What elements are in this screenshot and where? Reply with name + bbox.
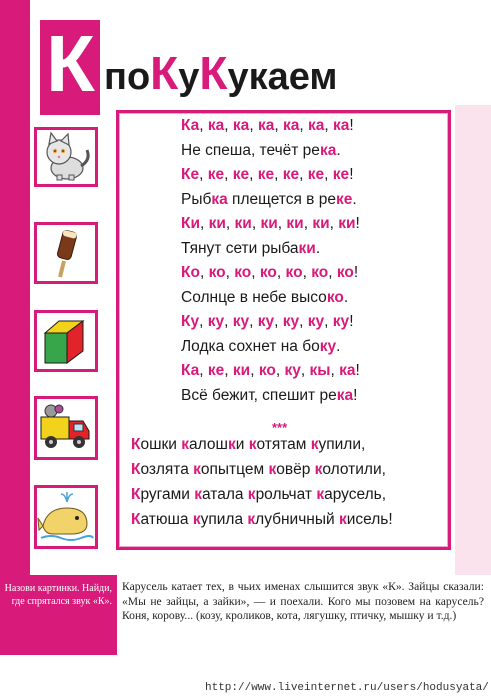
poem-line (181, 212, 360, 237)
highlighted-syllable: ка (282, 117, 300, 134)
highlighted-syllable: ка (339, 362, 356, 379)
highlighted-syllable: ко (234, 264, 252, 281)
poem-line (181, 163, 360, 188)
cat-icon (37, 130, 95, 184)
highlighted-syllable: ке (232, 166, 250, 183)
poem-text: плещется в ре (227, 190, 336, 208)
highlighted-syllable: ки (260, 215, 278, 232)
poem-text: , (324, 166, 333, 183)
poem-text: озлята (140, 461, 194, 478)
poem-line (181, 310, 360, 335)
highlighted-syllable: ку (284, 362, 301, 379)
poem-text: , (275, 362, 285, 379)
poem-text: . (336, 337, 341, 355)
highlighted-syllable: ко (259, 264, 277, 281)
truck-icon (37, 399, 95, 457)
whale-picture (34, 485, 98, 549)
poem-text: ! (353, 386, 358, 404)
poem-text: упила (200, 511, 248, 528)
highlighted-syllable: ко (326, 288, 344, 306)
big-letter: К (46, 19, 95, 108)
poem-text: ! (349, 117, 354, 134)
title-part: по (104, 56, 151, 98)
big-letter-badge (40, 20, 100, 115)
poem-text: , (199, 313, 208, 330)
poem-text: ругами (140, 486, 195, 503)
highlighted-syllable: ку (307, 313, 325, 330)
stanza-separator: *** (272, 420, 288, 435)
poem-text: . (315, 239, 321, 257)
highlighted-syllable: ко (336, 264, 354, 281)
page-title (104, 47, 338, 99)
poem-line (131, 457, 393, 482)
highlighted-syllable: к (310, 436, 319, 453)
poem-line (181, 384, 360, 409)
highlighted-syllable: к (227, 436, 236, 453)
poem-text: , (224, 313, 233, 330)
highlighted-syllable: ку (282, 313, 300, 330)
highlighted-syllable: ка (319, 141, 337, 159)
poem-text: ошки (140, 436, 182, 453)
highlighted-syllable: ка (211, 190, 228, 208)
highlighted-syllable: ку (332, 313, 350, 330)
poem-text: , (300, 362, 310, 379)
poem-line (181, 237, 360, 262)
highlighted-syllable: ку (232, 313, 250, 330)
poem-line (181, 114, 360, 139)
poem-stanza (181, 114, 360, 408)
title-highlight: К (150, 47, 179, 99)
highlighted-syllable: ке (307, 166, 325, 183)
highlighted-syllable: к (316, 486, 325, 503)
poem-text: , (250, 362, 259, 379)
poem-text: , (274, 313, 283, 330)
highlighted-syllable: ко (311, 264, 329, 281)
poem-text: исель! (346, 511, 393, 528)
poem-text: , (302, 264, 312, 281)
highlighted-syllable: ки (338, 215, 356, 232)
left-pink-band (0, 0, 30, 575)
poem-text: , (249, 166, 258, 183)
poem-text: , (324, 313, 333, 330)
poem-text: отятам (256, 436, 311, 453)
poem-line (181, 335, 360, 360)
highlighted-syllable: ки (298, 239, 316, 257)
highlighted-syllable: ка (332, 117, 350, 134)
ice-cream-icon (37, 225, 95, 281)
highlighted-syllable: Ки (181, 215, 200, 232)
poem-text: ! (349, 313, 354, 330)
poem-text: , (224, 362, 233, 379)
highlighted-syllable: к (268, 461, 277, 478)
highlighted-syllable: ки (286, 215, 304, 232)
poem-text: опытцем (200, 461, 269, 478)
cat-picture (34, 127, 98, 187)
poem-line (131, 507, 393, 532)
highlighted-syllable: К (131, 436, 141, 453)
highlighted-syllable: к (338, 511, 347, 528)
highlighted-syllable: ка (232, 117, 250, 134)
poem-text: , (249, 313, 258, 330)
highlighted-syllable: Ка (181, 362, 200, 379)
highlighted-syllable: ке (207, 362, 225, 379)
highlighted-syllable: ко (208, 264, 226, 281)
poem-text: , (199, 264, 209, 281)
highlighted-syllable: ку (319, 337, 337, 355)
poem-text: , (200, 215, 209, 232)
poem-text: , (299, 313, 308, 330)
highlighted-syllable: ки (312, 215, 330, 232)
highlighted-syllable: ку (257, 313, 275, 330)
poem-text: ! (355, 215, 360, 232)
poem-text: атюша (140, 511, 193, 528)
poem-text: Всё бежит, спешит ре (181, 386, 337, 404)
poem-text: . (352, 190, 357, 208)
poem-text: лубничный (255, 511, 339, 528)
highlighted-syllable: к (247, 486, 256, 503)
highlighted-syllable: ки (208, 215, 226, 232)
poem-text: овёр (276, 461, 315, 478)
highlighted-syllable: К (131, 511, 141, 528)
poem-text: , (251, 215, 261, 232)
poem-line (181, 139, 360, 164)
poem-text: , (328, 264, 337, 281)
poem-text: , (199, 362, 208, 379)
truck-picture (34, 396, 98, 460)
highlighted-syllable: ки (234, 215, 252, 232)
highlighted-syllable: К (131, 461, 141, 478)
poem-line (181, 188, 360, 213)
poem-text: арусель, (324, 486, 387, 503)
poem-text: рольчат (255, 486, 317, 503)
poem-line (181, 286, 360, 311)
highlighted-syllable: ке (332, 166, 350, 183)
poem-text: Лодка сохнет на бо (181, 337, 320, 355)
highlighted-syllable: ка (307, 117, 325, 134)
poem-text: олотили, (322, 461, 386, 478)
poem-stanza-second (131, 432, 393, 532)
poem-text: ! (355, 362, 360, 379)
poem-text: , (199, 166, 208, 183)
highlighted-syllable: ку (207, 313, 225, 330)
highlighted-syllable: ка (336, 386, 354, 404)
highlighted-syllable: ке (257, 166, 275, 183)
poem-text: Тянут сети рыба (181, 239, 299, 257)
poem-text: . (336, 141, 341, 159)
watermark-url: http://www.liveinternet.ru/users/hodusyata/ (205, 682, 489, 694)
cube-icon (37, 313, 95, 369)
poem-text: Солнце в небе высо (181, 288, 327, 306)
poem-text: , (330, 362, 340, 379)
cube-picture (34, 310, 98, 372)
poem-text: , (274, 117, 283, 134)
poem-text: , (224, 166, 233, 183)
right-decor-strip (455, 105, 491, 575)
highlighted-syllable: Ке (181, 166, 200, 183)
highlighted-syllable: к (181, 436, 190, 453)
poem-text: , (299, 117, 308, 134)
poem-line (181, 359, 360, 384)
poem-text: , (276, 264, 286, 281)
poem-line (181, 261, 360, 286)
highlighted-syllable: ка (257, 117, 275, 134)
poem-text: , (224, 117, 233, 134)
highlighted-syllable: ке (335, 190, 353, 208)
poem-text: , (225, 215, 235, 232)
poem-text: ! (353, 264, 359, 281)
highlighted-syllable: к (194, 486, 202, 503)
highlighted-syllable: Ку (181, 313, 200, 330)
title-part: у (178, 56, 200, 98)
poem-text: , (277, 215, 287, 232)
title-part: укаем (227, 56, 338, 98)
hint-text: Назови картинки. Найди, где спрятался звук «К». (4, 583, 112, 607)
poem-text: ! (349, 166, 354, 183)
poem-text: упили, (318, 436, 366, 453)
highlighted-syllable: к (247, 511, 256, 528)
whale-icon (37, 488, 95, 546)
poem-text: , (251, 264, 260, 281)
highlighted-syllable: ке (207, 166, 225, 183)
highlighted-syllable: к (192, 511, 201, 528)
poem-text: , (274, 166, 283, 183)
poem-line (131, 432, 393, 457)
highlighted-syllable: ко (285, 264, 303, 281)
highlighted-syllable: ко (258, 362, 276, 379)
poem-line (131, 482, 393, 507)
caption-text: Карусель катает тех, в чьих именах слышится звук «К». Зайцы сказали: «Мы не зайцы, а зайки», — и поехали. Кого мы позовем на карусель? Коня, корову... (козу, кроликов, кота, лягушку, птичку, мышку и т.д.) (122, 580, 484, 622)
poem-text: и (235, 436, 249, 453)
poem-text: , (303, 215, 313, 232)
poem-text: . (343, 288, 349, 306)
highlighted-syllable: к (248, 436, 257, 453)
highlighted-syllable: Ко (181, 264, 200, 281)
highlighted-syllable: кы (309, 362, 331, 379)
poem-text: , (299, 166, 308, 183)
poem-text: , (225, 264, 235, 281)
highlighted-syllable: ка (207, 117, 225, 134)
poem-text: атала (202, 486, 248, 503)
highlighted-syllable: ке (282, 166, 300, 183)
highlighted-syllable: Ка (181, 117, 200, 134)
ice-cream-picture (34, 222, 98, 284)
poem-text: алош (189, 436, 228, 453)
highlighted-syllable: ки (232, 362, 251, 379)
poem-text: , (324, 117, 333, 134)
highlighted-syllable: к (314, 461, 323, 478)
highlighted-syllable: К (131, 486, 141, 503)
poem-text: , (249, 117, 258, 134)
poem-text: Рыб (181, 190, 212, 208)
poem-text: , (199, 117, 208, 134)
poem-text: , (329, 215, 339, 232)
title-highlight: К (199, 47, 228, 99)
highlighted-syllable: к (193, 461, 201, 478)
poem-text: Не спеша, течёт ре (181, 141, 320, 159)
